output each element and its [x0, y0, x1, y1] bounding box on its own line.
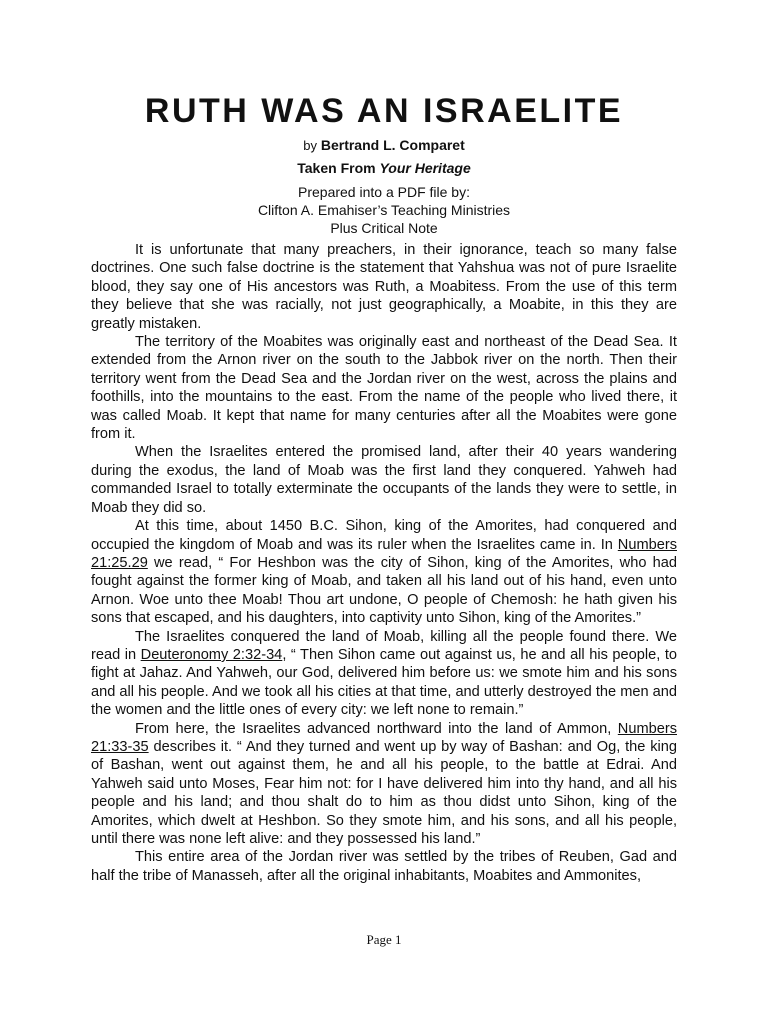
document-title: RUTH WAS AN ISRAELITE — [144, 92, 624, 130]
paragraph: This entire area of the Jordan river was settled by the tribes of Reuben, Gad and half the tribe of Manasseh, after all the original inhabitants, Moabites and Ammonites, — [91, 849, 677, 884]
paragraph-text: At this time, about 1450 B.C. Sihon, king of the Amorites, had conquered and occupied the kingdom of Moab and was its ruler when the Israelites came in. In — [91, 518, 677, 553]
paragraph — [91, 720, 677, 849]
preparation-note — [91, 183, 677, 237]
prep-line: Plus Critical Note — [330, 220, 438, 236]
paragraph-text: describes it. “ And they turned and went up by way of Bashan: and Og, the king of Bashan, went out against them, he and all his people, to the battle at Edrai. And Yahweh said unto Moses, Fear him not: for I have delivered him into thy hand, and all his people and his land; and thou shalt do to him as thou didst unto Sihon, king of the Amorites, which dwelt at Heshbon. So they smote him, and his sons, and all his people, until there was none left alive: and they possessed his land.” — [91, 738, 677, 847]
paragraph — [91, 517, 677, 627]
paragraph: The territory of the Moabites was originally east and northeast of the Dead Sea. It extended from the Arnon river on the south to the Jabbok river on the north. Then their territory went from the Dead Sea and the Jordan river on the west, across the plains and foothills, into the mountains to the east. From the name of the people who lived there, it was called Moab. It kept that name for many centuries after all the Moabites were gone from it. — [91, 334, 677, 443]
paragraph-text: , “ Then Sihon came out against us, he and all his people, to fight at Jahaz. And Yahweh, our God, delivered him before us: we smote him and his sons and all his people. And we took all his cities at that time, and utterly destroyed the men and the women and the little ones of every city: we left none to remain.” — [91, 646, 677, 719]
paragraph: It is unfortunate that many preachers, in their ignorance, teach so many false doctrines. One such false doctrine is the statement that Yahshua was not of pure Israelite blood, they say one of His ancestors was Ruth, a Moabitess. From the use of this term they believe that she was racially, not just geographically, a Moabite, in this they are greatly mistaken. — [91, 242, 677, 332]
paragraph-text: The Israelites conquered the land of Moab, killing all the people found there. We read in — [91, 628, 677, 663]
source-prefix: Taken From — [297, 160, 376, 176]
byline — [91, 136, 677, 155]
source-line — [91, 159, 677, 178]
document-body — [91, 241, 677, 885]
paragraph-text: we read, “ For Heshbon was the city of Sihon, king of the Amorites, who had fought against the former king of Moab, and taken all his land out of his hand, even unto Arnon. Woe unto thee Moab! Thou art undone, O people of Chemosh: he hath given his sons that escaped, and his daughters, into captivity unto Sihon, king of the Amorites.” — [91, 554, 677, 627]
prep-line: Clifton A. Emahiser’s Teaching Ministries — [257, 202, 511, 218]
scripture-link[interactable]: Numbers 21:25.29 — [91, 536, 677, 571]
paragraph-text: From here, the Israelites advanced northward into the land of Ammon, — [135, 720, 618, 737]
page-number: Page 1 — [366, 932, 402, 947]
byline-prefix: by — [303, 138, 317, 153]
source-title: Your Heritage — [379, 160, 471, 176]
paragraph: When the Israelites entered the promised land, after their 40 years wandering during the exodus, the land of Moab was the first land they conquered. Yahweh had commanded Israel to totally exterminate the occupants of the lands they were to settle, in Moab they did so. — [91, 444, 677, 516]
scripture-link[interactable]: Deuteronomy 2:32-34 — [140, 646, 283, 663]
prep-line: Prepared into a PDF file by: — [298, 184, 470, 200]
author-name: Bertrand L. Comparet — [320, 137, 465, 153]
paragraph — [91, 628, 677, 720]
scripture-link[interactable]: Numbers 21:33-35 — [91, 720, 677, 755]
